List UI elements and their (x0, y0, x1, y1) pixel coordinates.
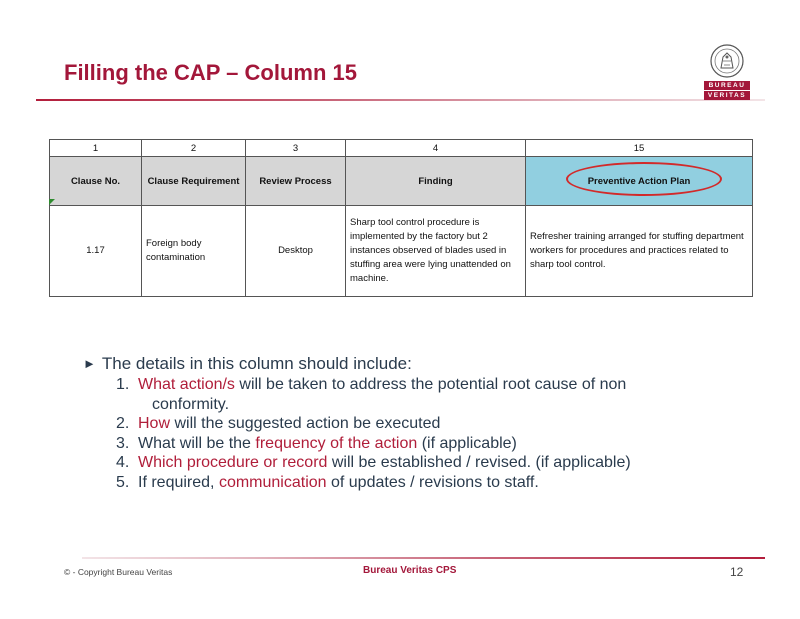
list-number: 4. (116, 454, 130, 471)
cell-clause-requirement: Foreign body contamination (142, 206, 246, 297)
footer-divider (82, 557, 765, 559)
slide-title: Filling the CAP – Column 15 (64, 60, 357, 85)
item-text: (if applicable) (417, 434, 517, 452)
header-clause-no: Clause No. (50, 157, 142, 206)
column-number: 2 (142, 140, 246, 157)
list-number: 1. (116, 376, 130, 393)
highlight-text: Which procedure or record (138, 454, 328, 471)
seal-icon (710, 43, 744, 79)
header-finding: Finding (346, 157, 526, 206)
details-intro-text: The details in this column should include: (101, 354, 412, 373)
list-item (116, 434, 631, 454)
logo-band-bureau: BUREAU (704, 81, 750, 90)
item-text: will be taken to address the potential root cause of non (234, 376, 627, 393)
list-item (116, 473, 631, 493)
cell-comment-marker (49, 199, 55, 205)
header-preventive-action-plan (526, 157, 753, 206)
footer-company: Bureau Veritas CPS (363, 565, 457, 576)
highlight-text: frequency of the action (255, 434, 418, 452)
title-divider (36, 99, 765, 101)
cell-preventive-action-plan: Refresher training arranged for stuffing department workers for procedures and practices related to sharp tool control. (526, 206, 753, 297)
item-text: of updates / revisions to staff. (326, 473, 539, 491)
item-text-continued: conformity. (152, 395, 230, 413)
column-number: 4 (346, 140, 526, 157)
column-number: 1 (50, 140, 142, 157)
footer-copyright: © - Copyright Bureau Veritas (64, 567, 173, 577)
header-clause-requirement: Clause Requirement (142, 157, 246, 206)
column-number: 3 (246, 140, 346, 157)
bureau-veritas-logo (704, 43, 750, 101)
item-text: will be established / revised. (if applicable) (327, 454, 631, 471)
header-row (50, 157, 753, 206)
list-item (116, 453, 631, 473)
item-text-pre: If required, (138, 473, 219, 491)
cell-finding: Sharp tool control procedure is implemented by the factory but 2 instances observed of blades used in stuffing area were lying unattended on machine. (346, 206, 526, 297)
cell-review-process: Desktop (246, 206, 346, 297)
list-item (116, 414, 631, 434)
list-number: 5. (116, 473, 130, 491)
highlight-text: communication (218, 473, 327, 491)
cell-clause-no: 1.17 (50, 206, 142, 297)
column-number: 15 (526, 140, 753, 157)
details-section (83, 353, 631, 492)
highlight-text: What action/s (138, 376, 235, 393)
list-item (116, 375, 631, 414)
logo-band-veritas: VERITAS (704, 91, 750, 100)
bullet-arrow-icon: ► (83, 356, 96, 371)
list-number: 2. (116, 415, 130, 432)
table-row (50, 206, 753, 297)
details-intro (83, 353, 631, 375)
list-number: 3. (116, 434, 130, 452)
details-list (83, 375, 631, 492)
header-pap-label: Preventive Action Plan (587, 175, 691, 187)
page-number: 12 (730, 565, 744, 579)
cap-table (49, 139, 753, 297)
highlight-text: How (138, 415, 171, 432)
item-text-pre: What will be the (138, 434, 256, 452)
column-number-row (50, 140, 753, 157)
item-text: will the suggested action be executed (170, 415, 441, 432)
header-review-process: Review Process (246, 157, 346, 206)
